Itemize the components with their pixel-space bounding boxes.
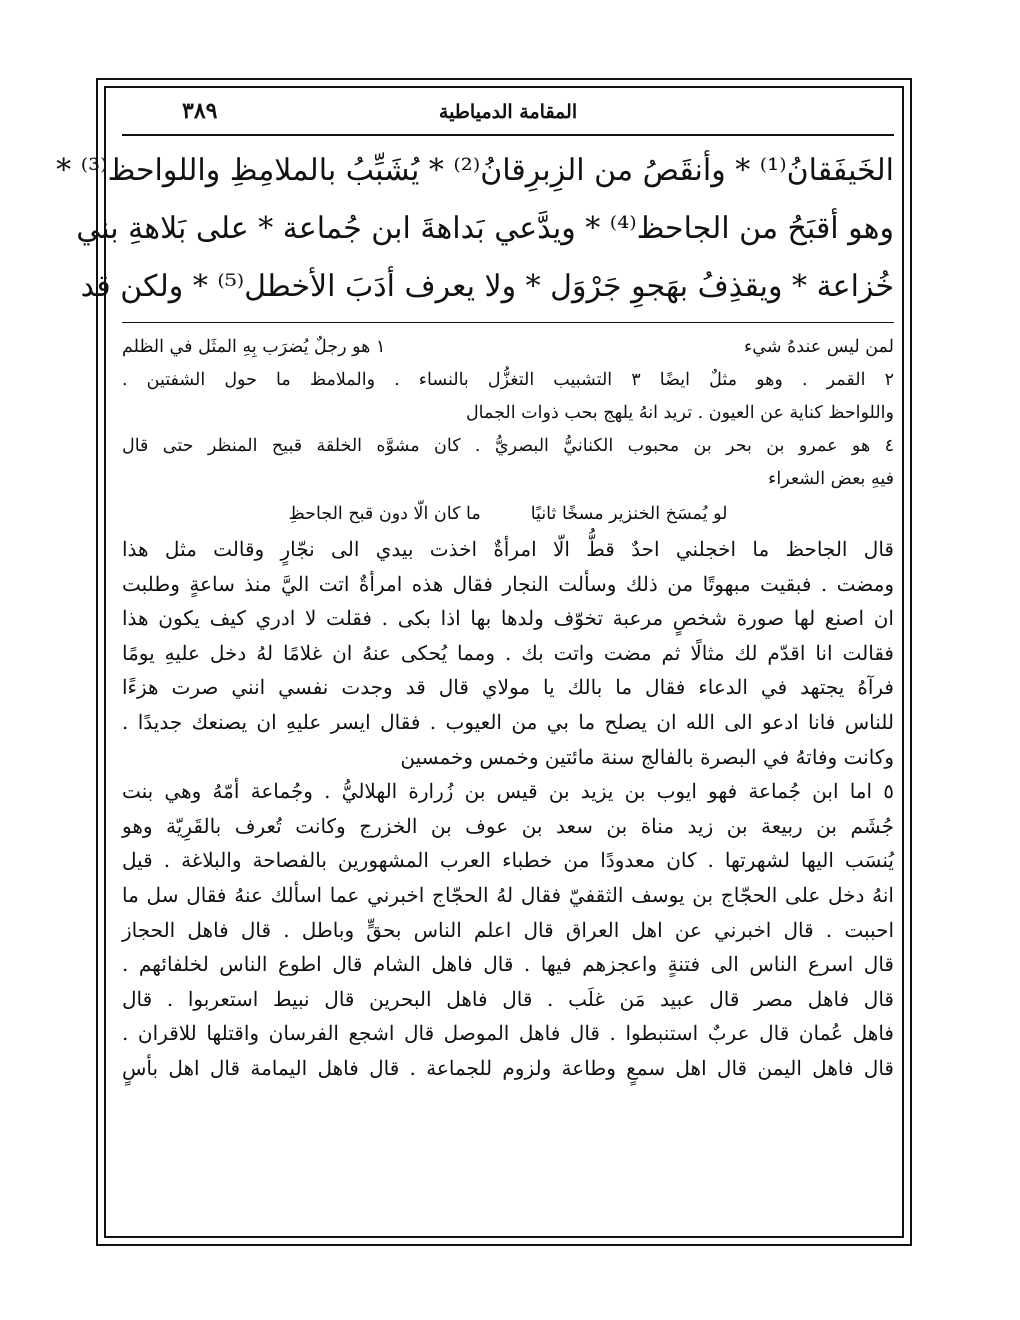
- commentary-line: انهُ دخل على الحجّاج بن يوسف الثقفيّ فقال لهُ الحجّاج اخبرني عما اسألك عنهُ فقال سل ما: [122, 882, 894, 907]
- commentary: [122, 532, 894, 1086]
- main-text: [56, 136, 894, 316]
- main-text-line: خُزاعة * ويقذِفُ بهَجوِ جَرْوَل * ولا يعرف أدَبَ الأخطل⁽⁵⁾ * ولكن قد: [80, 269, 894, 304]
- verse-hemistich: لو يُمسَخ الخنزير مسخًا ثانيًا: [530, 504, 728, 524]
- commentary-line: قال الجاحظ ما اخجلني احدٌ قطُّ الّا امرأةٌ اخذت بيدي الى نجّارٍ وقالت مثل هذا: [122, 537, 894, 561]
- footnote-line: واللواحظ كناية عن العيون . تريد انهُ يلهج بحب ذوات الجمال: [465, 403, 894, 423]
- footnote-line: ٢ القمر . وهو مثلٌ ايضًا ٣ التشبيب التغزُّل بالنساء . والملامظ ما حول الشفتين .: [122, 370, 894, 390]
- commentary-line: جُشَم بن ربيعة بن زيد مناة بن سعد بن عوف بن الخزرج وكانت تُعرف بالقَرِيّة وهو: [122, 813, 894, 838]
- running-header: [122, 90, 894, 136]
- page-number: ٣٨٩: [182, 98, 218, 124]
- verse-hemistich: ما كان الّا دون قبح الجاحظِ: [288, 504, 481, 524]
- commentary-line: قال فاهل اليمن قال اهل سمعٍ وطاعة ولزوم للجماعة . قال فاهل اليمامة قال اهل بأسٍ: [122, 1055, 894, 1080]
- commentary-line: فاهل عُمان قال عربٌ استنبطوا . قال فاهل الموصل قال اشجع الفرسان واقتلها للاقران .: [122, 1021, 894, 1046]
- commentary-line: ومضت . فبقيت مبهوتًا من ذلك وسألت النجار فقال هذه امرأةٌ اتت اليَّ منذ ساعةٍ وطلبت: [122, 571, 894, 596]
- main-text-line: الخَيفَقانُ⁽¹⁾ * وأنقَصُ من الزِبرِقانُ⁽²⁾ * يُشَبِّبُ بالملامِظِ واللواحظ⁽³⁾ *: [56, 153, 894, 188]
- verse: [122, 496, 894, 532]
- commentary-line: يُنسَب اليها لشهرتها . كان معدودًا من خطباء العرب المشهورين بالفصاحة والبلاغة . قيل: [122, 848, 894, 873]
- commentary-line: ان اصنع لها صورة شخصٍ مرعبة تخوّف ولدها بها اذا بكى . فقلت لا ادري كيف يكون هذا: [122, 606, 894, 631]
- commentary-line: ٥ اما ابن جُماعة فهو ايوب بن يزيد بن قيس بن زُرارة الهلاليُّ . وجُماعة أمّهُ وهي بنت: [122, 779, 894, 804]
- footnote-line: [122, 331, 894, 364]
- footnote-line: فيهِ بعض الشعراء: [768, 469, 894, 489]
- footnote-separator: [122, 322, 894, 323]
- book-page: [56, 90, 894, 1230]
- commentary-line: للناس فانا ادعو الى الله ان يصلح ما بي من العيوب . فقال ايسر عليهِ ان يصنعك جديدًا .: [122, 709, 894, 734]
- footnote-text: لمن ليس عندهُ شيء: [744, 337, 894, 357]
- commentary-line: فقالت انا اقدّم لك مثالًا ثم مضت واتت بك . ومما يُحكى عنهُ ان غلامًا لهُ دخل عليهِ يومًا: [122, 640, 894, 665]
- main-text-line: وهو أقبَحُ من الجاحظ⁽⁴⁾ * ويدَّعي بَداهةَ ابن جُماعة * على بَلاهةِ بني: [76, 211, 894, 246]
- footnote-line: ٤ هو عمرو بن بحر بن محبوب الكنانيُّ البصريُّ . كان مشوَّه الخلقة قبيح المنظر حتى قال: [122, 436, 894, 456]
- commentary-line: قال فاهل مصر قال عبيد مَن غلَب . قال فاهل البحرين قال نبيط استعربوا . قال: [122, 986, 894, 1011]
- commentary-line: قال اسرع الناس الى فتنةٍ واعجزهم فيها . قال فاهل الشام قال اطوع الناس لخلفائهم .: [122, 952, 894, 977]
- chapter-title: المقامة الدمياطية: [438, 101, 578, 123]
- commentary-line: فرآهُ يجتهد في الدعاء فقال ما بالك يا مولاي قال قد وجدت نفسي انني صرت هزءًا: [122, 675, 894, 700]
- footnote-text: ١ هو رجلٌ يُضرَب بِهِ المثَل في الظلم: [122, 337, 386, 357]
- commentary-line: وكانت وفاتهُ في البصرة بالفالج سنة مائتين وخمس وخمسين: [400, 744, 894, 769]
- footnotes: [122, 331, 894, 532]
- commentary-line: احببت . قال اخبرني عن اهل العراق قال اعلم الناس بحقٍّ وباطل . قال فاهل الحجاز: [122, 917, 894, 942]
